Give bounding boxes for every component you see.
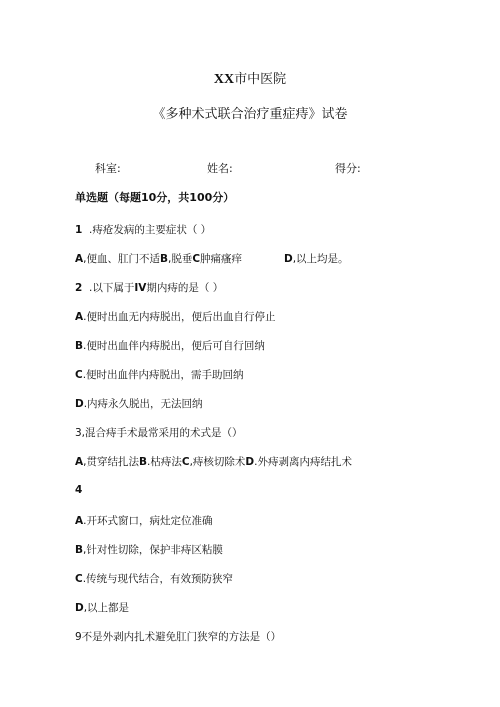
name-label: 姓名: bbox=[207, 162, 233, 175]
q1-option-b-letter: B bbox=[159, 253, 168, 265]
q2-option-b bbox=[75, 338, 265, 353]
score-label: 得分: bbox=[335, 162, 361, 175]
q3-option-b-text: .枯痔法 bbox=[147, 456, 182, 468]
q4-option-b bbox=[75, 542, 223, 557]
q2-option-c bbox=[75, 367, 244, 382]
q1-option-b-text: ,脱垂 bbox=[168, 253, 193, 265]
q4-option-d-text: ,以上都是 bbox=[83, 602, 130, 614]
q4-option-a-letter: A bbox=[75, 515, 84, 527]
q1-text: .痔疮发病的主要症状（ ） bbox=[89, 224, 212, 236]
q4-option-a bbox=[75, 513, 212, 528]
q1-option-c-text: 肿痛瘙痒 bbox=[200, 253, 243, 265]
q1-option-a-text: ,便血、肛门不适 bbox=[83, 253, 160, 265]
q2-option-a-text: .便时出血无内痔脱出，便后出血自行停止 bbox=[83, 311, 276, 323]
q4-option-b-letter: B bbox=[75, 544, 84, 556]
q3-options bbox=[75, 454, 352, 469]
question-1 bbox=[75, 222, 211, 237]
hospital-title-suffix: 市中医院 bbox=[234, 72, 287, 87]
q2-option-b-letter: B bbox=[75, 340, 84, 352]
section-title: 单选题（每题10分，共100分） bbox=[75, 191, 235, 204]
q2-option-d-letter: D bbox=[75, 398, 84, 410]
q3-option-a-letter: A bbox=[75, 456, 84, 468]
department-label: 科室: bbox=[95, 162, 121, 175]
q3-option-d-text: .外痔剥离内痔结扎术 bbox=[254, 456, 352, 468]
exam-subtitle: 《多种术式联合治疗重症痔》试卷 bbox=[152, 107, 348, 122]
q1-option-a-letter: A bbox=[75, 253, 84, 265]
q2-option-b-text: .便时出血伴内痔脱出，便后可自行回纳 bbox=[83, 340, 265, 352]
q1-number: 1 bbox=[75, 224, 83, 236]
q2-text-a: .以下属于 bbox=[89, 282, 135, 294]
q1-option-c-letter: C bbox=[192, 253, 201, 265]
q2-option-d bbox=[75, 396, 203, 411]
q4-option-b-text: ,针对性切除，保护非痔区粘膜 bbox=[83, 544, 223, 556]
q3-option-d-letter: D bbox=[245, 456, 255, 468]
q3-option-a-text: ,贯穿结扎法 bbox=[83, 456, 139, 468]
q2-option-c-letter: C bbox=[75, 369, 83, 381]
q2-option-d-text: .内痔永久脱出，无法回纳 bbox=[83, 398, 203, 410]
q2-option-a-letter: A bbox=[75, 311, 84, 323]
q4-option-c-text: .传统与现代结合，有效预防狭窄 bbox=[82, 573, 234, 585]
q1-options-abc bbox=[75, 251, 242, 266]
q3-option-c-text: ,痔核切除术 bbox=[189, 456, 246, 468]
question-3: 3,混合痔手术最常采用的术式是（） bbox=[75, 427, 243, 439]
q1-option-d-text: ,以上均是。 bbox=[292, 253, 349, 265]
q4-option-c-letter: C bbox=[75, 573, 83, 585]
q2-option-c-text: .便时出血伴内痔脱出，需手助回纳 bbox=[82, 369, 244, 381]
q2-text-b: 期内痔的是（ ） bbox=[146, 282, 224, 294]
q2-number: 2 bbox=[75, 282, 83, 294]
q3-option-b-letter: B bbox=[138, 456, 147, 468]
q2-option-a bbox=[75, 309, 275, 324]
question-4: 4 bbox=[75, 484, 83, 496]
q4-option-a-text: .开环式窗口，病灶定位准确 bbox=[83, 515, 213, 527]
hospital-title bbox=[0, 68, 500, 88]
q4-option-d bbox=[75, 600, 129, 615]
q3-option-c-letter: C bbox=[181, 456, 190, 468]
hospital-title-prefix: XX bbox=[213, 72, 235, 87]
question-5: 9不是外剥内扎术避免肛门狭窄的方法是（） bbox=[75, 631, 282, 643]
question-2 bbox=[75, 280, 223, 295]
q4-option-d-letter: D bbox=[75, 602, 84, 614]
q1-option-d bbox=[284, 251, 349, 266]
q2-text-iv: IV bbox=[134, 282, 147, 294]
q4-option-c bbox=[75, 571, 233, 586]
q1-option-d-letter: D bbox=[284, 253, 293, 265]
